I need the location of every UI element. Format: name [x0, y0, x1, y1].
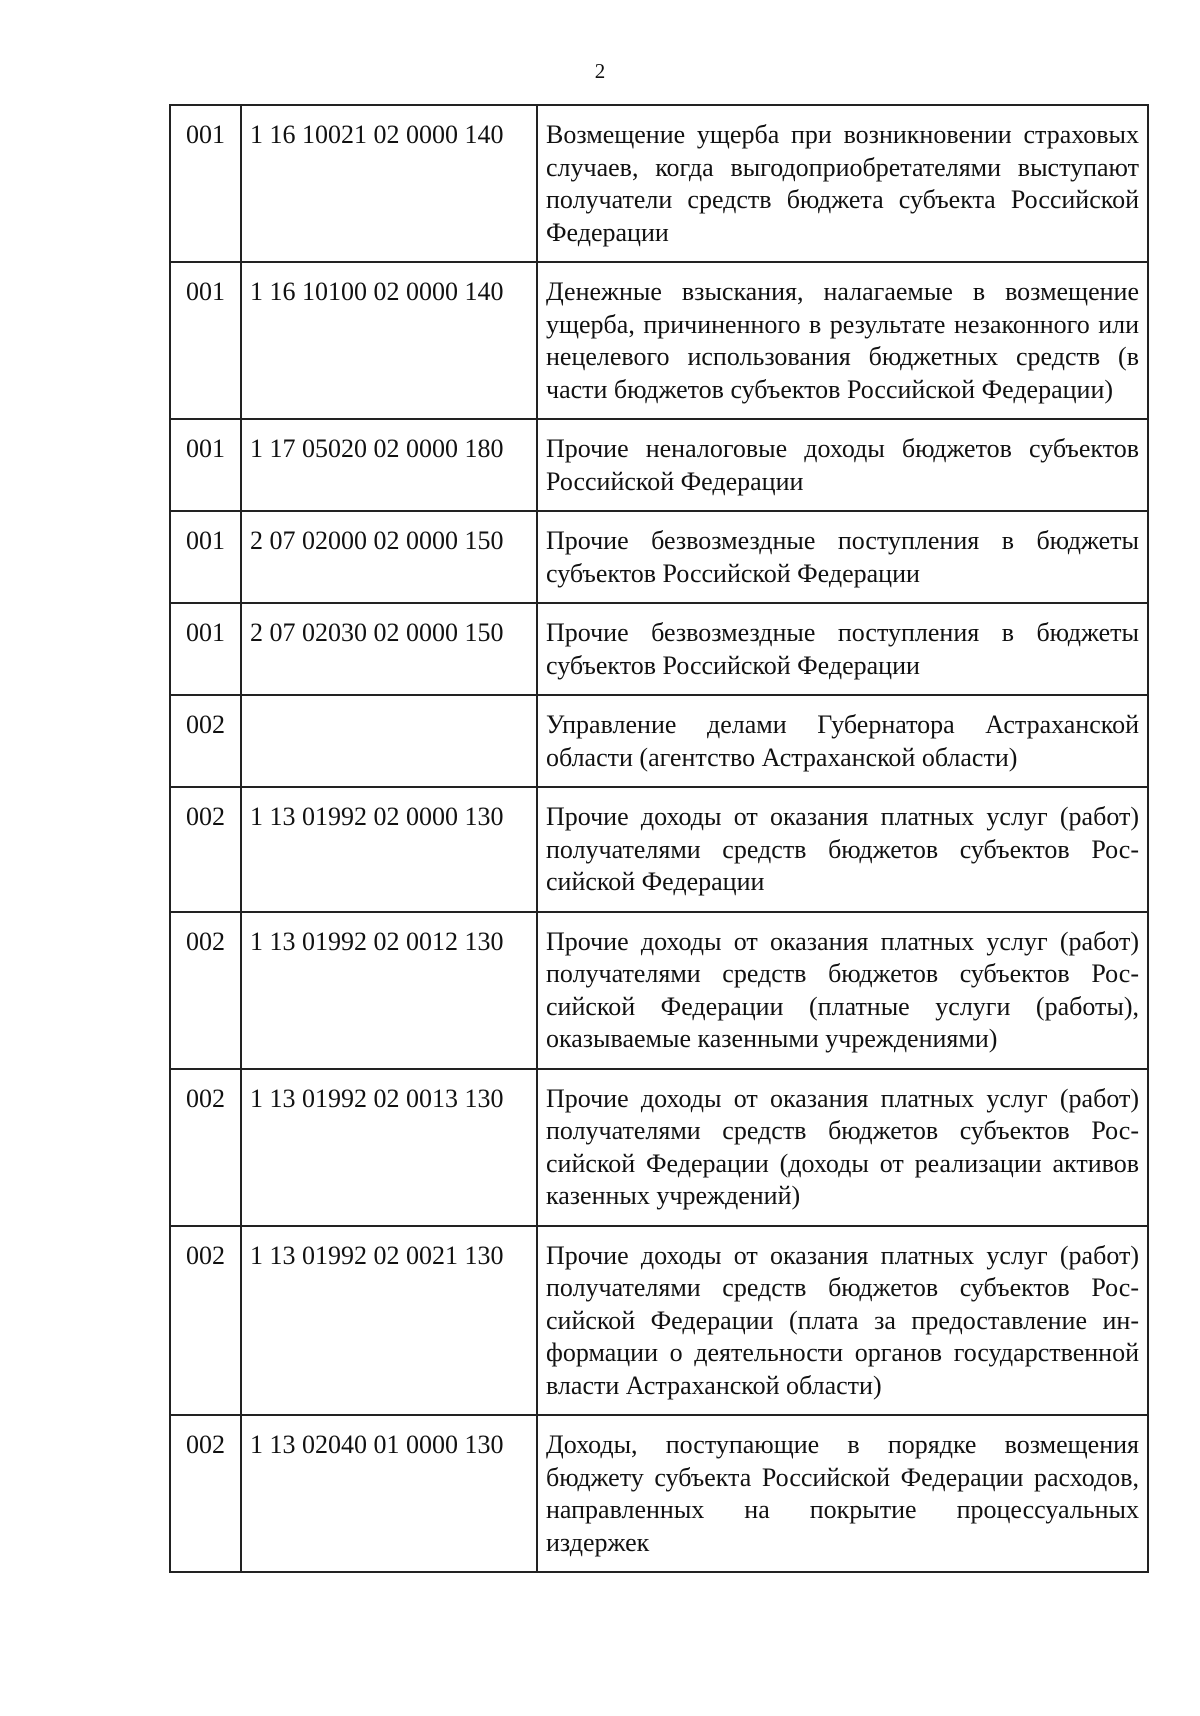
admin-code-cell: 001 — [170, 105, 241, 262]
budget-code-cell: 1 13 02040 01 0000 130 — [241, 1415, 537, 1572]
admin-code-cell: 002 — [170, 695, 241, 787]
table-row — [170, 1226, 1148, 1416]
income-name-cell: Прочие безвозмездные поступления в бюджеты субъектов Российской Федерации — [537, 603, 1148, 695]
table-row — [170, 912, 1148, 1069]
income-name-cell: Прочие доходы от оказания платных услуг (работ) получателями средств бюджетов субъектов Российской Федерации (доходы от реализации активов казенных учреждений) — [537, 1069, 1148, 1226]
budget-code-cell: 1 13 01992 02 0013 130 — [241, 1069, 537, 1226]
budget-code-cell: 1 13 01992 02 0012 130 — [241, 912, 537, 1069]
budget-code-cell: 1 16 10100 02 0000 140 — [241, 262, 537, 419]
income-name-cell: Прочие безвозмездные поступления в бюджеты субъектов Российской Федерации — [537, 511, 1148, 603]
budget-code-cell: 2 07 02030 02 0000 150 — [241, 603, 537, 695]
table-row — [170, 105, 1148, 262]
income-name-cell: Управление делами Губернатора Астраханской области (агентство Астраханской области) — [537, 695, 1148, 787]
admin-code-cell: 002 — [170, 787, 241, 912]
income-name-cell: Возмещение ущерба при возникновении страховых случаев, когда выгодоприобретателями выступают получатели средств бюджета субъекта Российской Федерации — [537, 105, 1148, 262]
budget-code-cell: 2 07 02000 02 0000 150 — [241, 511, 537, 603]
income-name-cell: Денежные взыскания, налагаемые в возмещение ущерба, причиненного в результате незаконного или нецелевого использования бюджетных средств (в части бюджетов субъектов Российской Федерации) — [537, 262, 1148, 419]
income-name-cell: Прочие неналоговые доходы бюджетов субъектов Российской Федерации — [537, 419, 1148, 511]
table-row — [170, 262, 1148, 419]
income-name-cell: Прочие доходы от оказания платных услуг (работ) получателями средств бюджетов субъектов Российской Федерации (плата за предоставление информации о деятельности органов государственной власти Астраханской области) — [537, 1226, 1148, 1416]
budget-code-cell — [241, 695, 537, 787]
income-name-cell: Прочие доходы от оказания платных услуг (работ) получателями средств бюджетов субъектов Российской Федерации (платные услуги (работы), оказываемые казенными учреждениями) — [537, 912, 1148, 1069]
admin-code-cell: 001 — [170, 419, 241, 511]
budget-code-cell: 1 13 01992 02 0021 130 — [241, 1226, 537, 1416]
table-row — [170, 1069, 1148, 1226]
table-row — [170, 419, 1148, 511]
income-name-cell: Прочие доходы от оказания платных услуг (работ) получателями средств бюджетов субъектов Российской Федерации — [537, 787, 1148, 912]
admin-code-cell: 002 — [170, 1226, 241, 1416]
admin-code-cell: 001 — [170, 603, 241, 695]
income-name-cell: Доходы, поступающие в порядке возмещения бюджету субъекта Российской Федерации расходов, направленных на покрытие процессуальных издержек — [537, 1415, 1148, 1572]
admin-code-cell: 001 — [170, 511, 241, 603]
page-number: 2 — [594, 59, 606, 83]
admin-code-cell: 002 — [170, 1415, 241, 1572]
budget-code-cell: 1 13 01992 02 0000 130 — [241, 787, 537, 912]
table-row — [170, 603, 1148, 695]
admin-code-cell: 002 — [170, 1069, 241, 1226]
budget-code-cell: 1 16 10021 02 0000 140 — [241, 105, 537, 262]
budget-codes-table — [169, 104, 1149, 1573]
admin-code-cell: 001 — [170, 262, 241, 419]
budget-code-cell: 1 17 05020 02 0000 180 — [241, 419, 537, 511]
table-row — [170, 511, 1148, 603]
table-row — [170, 1415, 1148, 1572]
table-row — [170, 787, 1148, 912]
admin-code-cell: 002 — [170, 912, 241, 1069]
table-row — [170, 695, 1148, 787]
